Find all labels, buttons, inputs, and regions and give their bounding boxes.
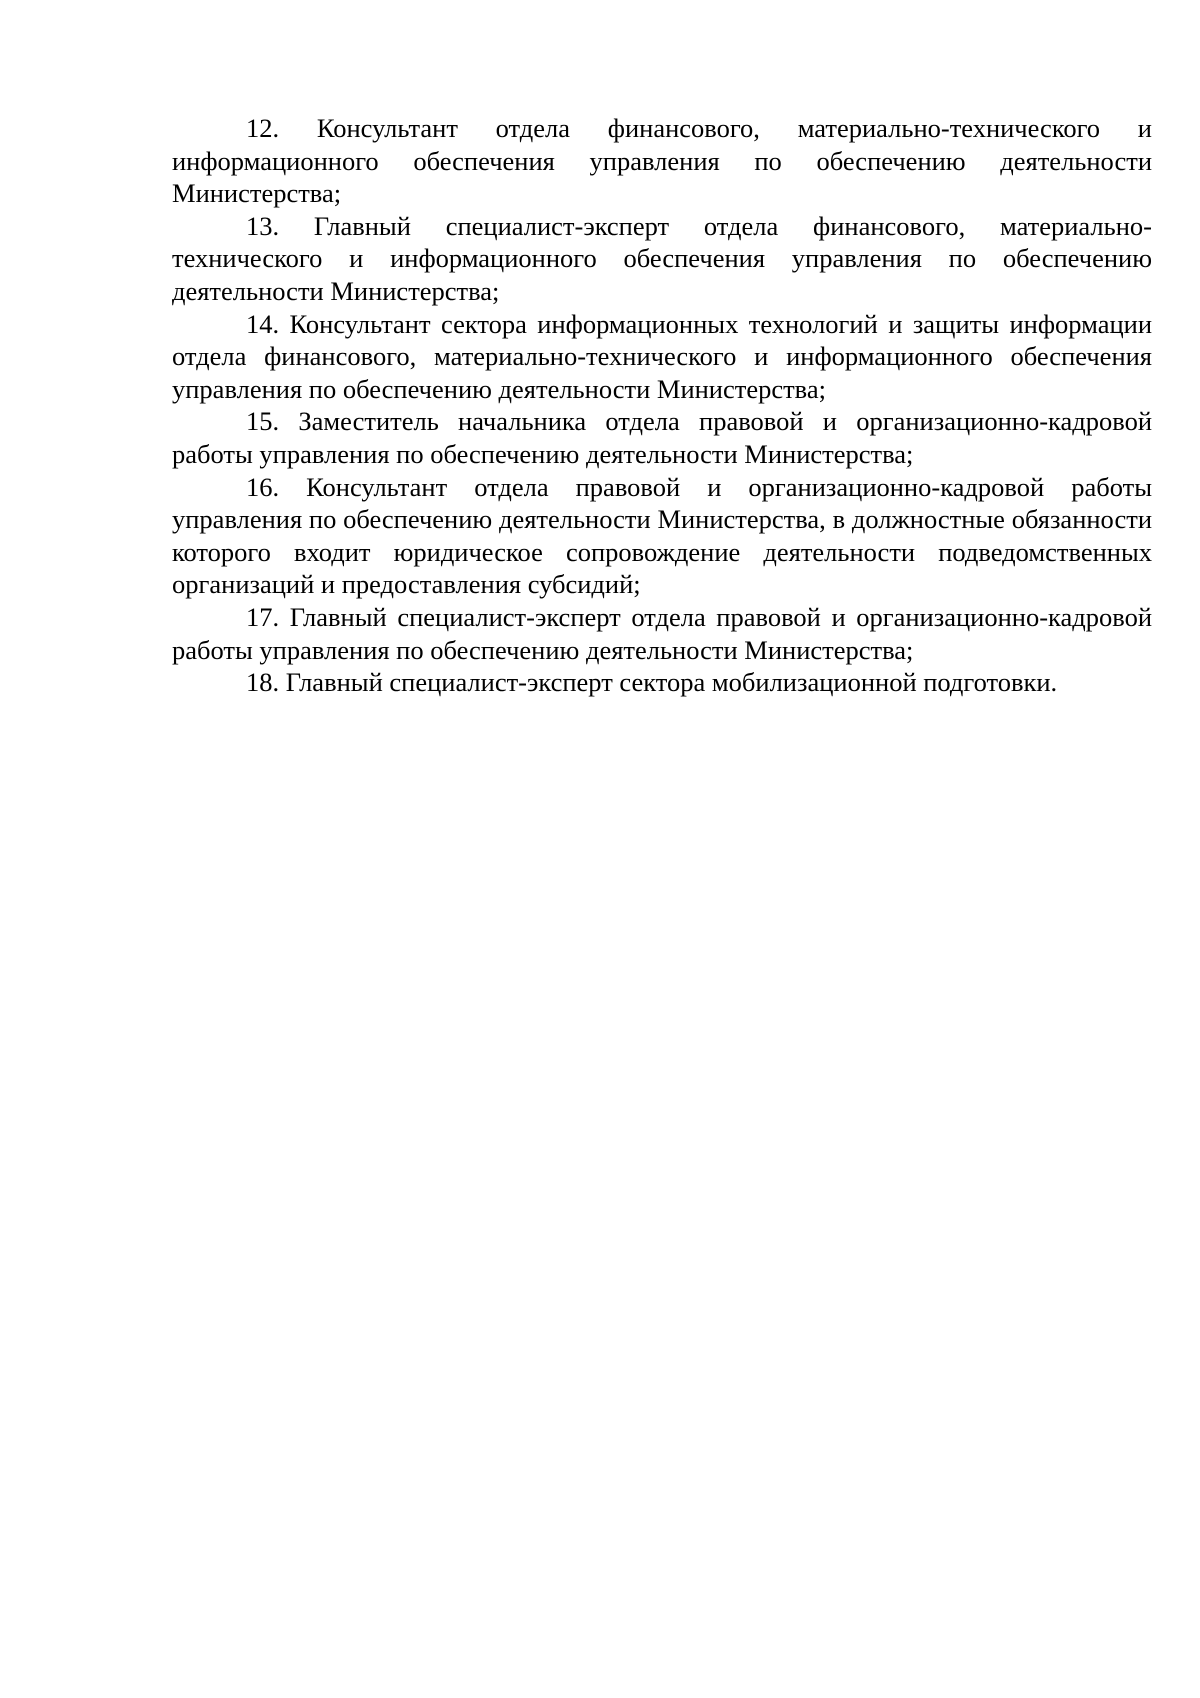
list-item-15: 15. Заместитель начальника отдела правовой и организационно-кадровой работы управления по обеспечению деятельности Министерства; (172, 406, 1152, 469)
list-item-14: 14. Консультант сектора информационных технологий и защиты информации отдела финансового, материально-технического и информационного обеспечения управления по обеспечению деятельности Министерства; (172, 308, 1152, 404)
position-list (172, 112, 1152, 699)
list-item-13: 13. Главный специалист-эксперт отдела финансового, материально-технического и информационного обеспечения управления по обеспечению деятельности Министерства; (172, 210, 1152, 306)
list-item-18: 18. Главный специалист-эксперт сектора мобилизационной подготовки. (246, 667, 1058, 698)
list-item-16: 16. Консультант отдела правовой и организационно-кадровой работы управления по обеспечению деятельности Министерства, в должностные обязанности которого входит юридическое сопровождение деятельности подведомственных организаций и предоставления субсидий; (172, 471, 1152, 600)
list-item-12: 12. Консультант отдела финансового, материально-технического и информационного обеспечения управления по обеспечению деятельности Министерства; (172, 113, 1152, 209)
list-item-17: 17. Главный специалист-эксперт отдела правовой и организационно-кадровой работы управления по обеспечению деятельности Министерства; (172, 601, 1152, 665)
